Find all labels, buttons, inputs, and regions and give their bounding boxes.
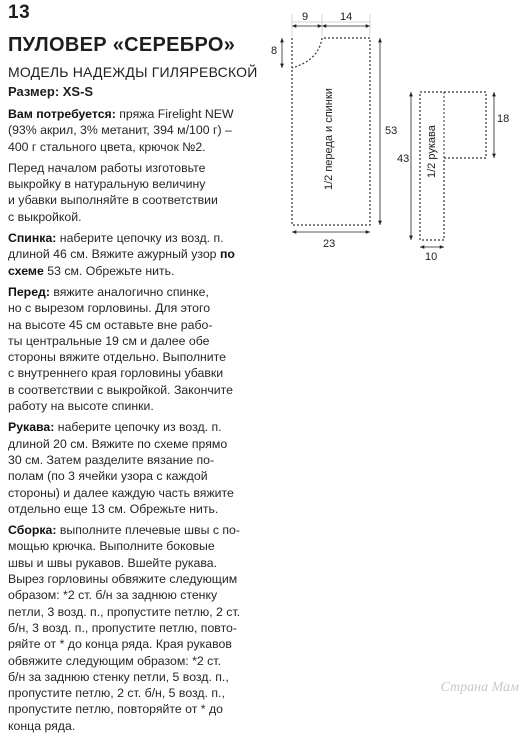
- back-label: Спинка:: [8, 231, 57, 246]
- back-line: длиной 46 см. Вяжите ажурный узор по: [8, 247, 235, 262]
- materials-line: 400 г стального цвета, крючок №2.: [8, 139, 206, 154]
- assembly-line: б/н за заднюю стенку петли, 5 возд. п.,: [8, 669, 229, 684]
- assembly-line: конца ряда.: [8, 718, 76, 733]
- materials-label: Вам потребуется:: [8, 107, 116, 121]
- assembly-line: мощью крючка. Выполните боковые: [8, 539, 215, 554]
- sleeve-label: Рукава:: [8, 420, 55, 435]
- front-label: Перед:: [8, 284, 50, 299]
- assembly-line: пропустите петлю, 2 ст. б/н, 5 возд. п.,: [8, 686, 225, 701]
- body-width-label: 23: [323, 238, 336, 250]
- assembly-line: пропустите петлю, повторяйте от * до: [8, 702, 223, 717]
- assembly-line: образом: *2 ст. б/н за заднюю стенку: [8, 588, 218, 603]
- intro-line: и убавки выполняйте в соответствии: [8, 193, 218, 208]
- intro-line: с выкройкой.: [8, 209, 82, 224]
- assembly-line: Вырез горловины обвяжите следующим: [8, 572, 238, 587]
- sleeve-width-label: 10: [425, 251, 438, 263]
- front-line: стороны вяжите отдельно. Выполните: [8, 350, 226, 365]
- front-line: в соответствии с выкройкой. Закончите: [8, 382, 234, 397]
- front-line: ты центральные 19 см и далее обе: [8, 333, 210, 348]
- sleeve-schematic: [397, 92, 509, 263]
- assembly-line: петли, 3 возд. п., пропустите петлю, 2 ст.: [8, 604, 241, 619]
- pattern-number: 13: [8, 2, 31, 23]
- back-line: Спинка: наберите цепочку из возд. п.: [8, 231, 224, 246]
- pattern-author: МОДЕЛЬ НАДЕЖДЫ ГИЛЯРЕВСКОЙ: [8, 64, 258, 80]
- front-line: с внутреннего края горловины убавки: [8, 366, 224, 381]
- front-line: но с вырезом горловины. Для этого: [8, 301, 211, 316]
- intro-line: Перед началом работы изготовьте: [8, 160, 206, 175]
- front-line: Перед: вяжите аналогично спинке,: [8, 284, 209, 299]
- assembly-label: Сборка:: [8, 523, 57, 538]
- front-line: работу на высоте спинки.: [8, 399, 154, 414]
- materials-line: (93% акрил, 3% метанит, 394 м/100 г) –: [8, 123, 232, 138]
- materials-line: Вам потребуется: пряжа Firelight NEW: [8, 107, 234, 121]
- watermark: Страна Мам: [440, 680, 519, 695]
- sleeve-line: Рукава: наберите цепочку из возд. п.: [8, 420, 222, 435]
- body-schematic: [271, 11, 397, 250]
- body-length-label: 53: [385, 125, 398, 137]
- sleeve-line: полам (по 3 ячейки узора с каждой: [8, 469, 208, 484]
- assembly-line: обвяжите следующим образом: *2 ст.: [8, 653, 221, 668]
- assembly-line: Сборка: выполните плечевые швы с по-: [8, 523, 240, 538]
- assembly-line: швы и швы рукавов. Вшейте рукава.: [8, 555, 218, 570]
- sleeve-line: отдельно еще 13 см. Обрежьте нить.: [8, 501, 219, 516]
- assembly-line: ряйте от * до конца ряда. Края рукавов: [8, 637, 232, 652]
- intro-line: выкройку в натуральную величину: [8, 177, 206, 192]
- neck-width-label: 9: [302, 11, 309, 23]
- assembly-line: б/н, 3 возд. п., пропустите петлю, повто-: [8, 620, 237, 635]
- sleeve-line: длиной 20 см. Вяжите по схеме прямо: [8, 436, 228, 451]
- sleeve-line: стороны) и далее каждую часть вяжите: [8, 485, 234, 500]
- sleeve-piece-label: 1/2 рукава: [426, 125, 438, 178]
- front-line: на высоте 45 см оставьте вне рабо-: [8, 317, 213, 332]
- split-height-label: 18: [497, 113, 510, 125]
- neck-depth-label: 8: [271, 45, 278, 57]
- shoulder-width-label: 14: [340, 11, 353, 23]
- body-piece-label: 1/2 переда и спинки: [323, 88, 335, 190]
- size-label: Размер: XS-S: [8, 84, 94, 99]
- sleeve-length-label: 43: [397, 153, 410, 165]
- sleeve-line: 30 см. Затем разделите вязание по-: [8, 452, 215, 467]
- pattern-title: ПУЛОВЕР «СЕРЕБРО»: [8, 34, 236, 56]
- back-line: схеме 53 см. Обрежьте нить.: [8, 263, 175, 278]
